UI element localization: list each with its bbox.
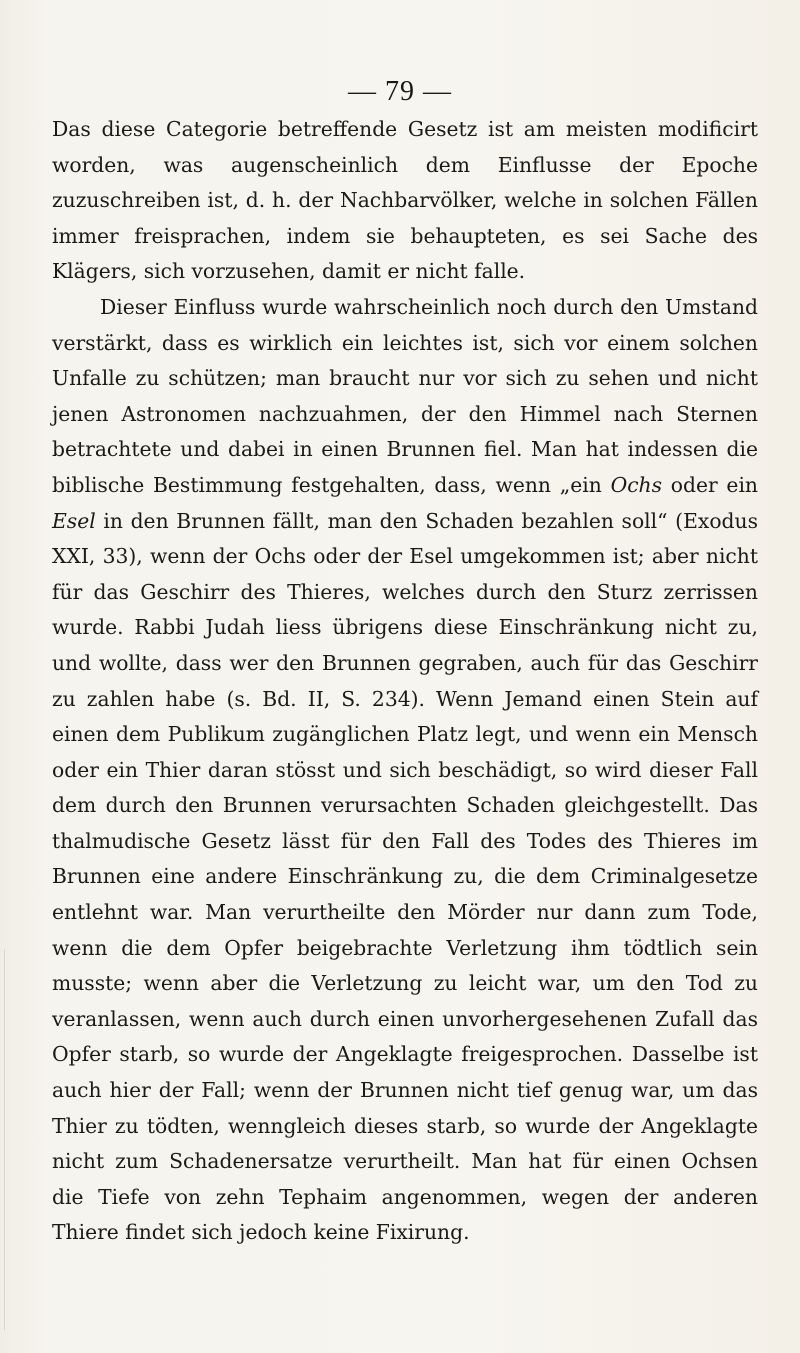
italic-word-esel: Esel (52, 508, 96, 533)
page-number: — 79 — (348, 76, 452, 107)
page-body (52, 112, 758, 1251)
paragraph-2-part-1: Dieser Einfluss wurde wahrscheinlich noch durch den Umstand verstärkt, dass es wirklich ein leichtes ist, sich vor einem solchen Unfalle zu schützen; man braucht nur vor sich zu sehen und nicht jenen Astronomen nachzuahmen, der den Himmel nach Sternen betrachtete und dabei in einen Brunnen fiel. Man hat indessen die biblische Bestimmung festgehalten, dass, wenn „ein (52, 294, 758, 497)
paragraph-2-part-3: in den Brunnen fällt, man den Schaden bezahlen soll“ (Exodus XXI, 33), wenn der Ochs oder der Esel umgekommen ist; aber nicht für das Geschirr des Thieres, welches durch den Sturz zerrissen wurde. Rabbi Judah liess übrigens diese Einschränkung nicht zu, und wollte, dass wer den Brunnen gegraben, auch für das Geschirr zu zahlen habe (s. Bd. II, S. 234). Wenn Jemand einen Stein auf einen dem Publikum zugänglichen Platz legt, und wenn ein Mensch oder ein Thier daran stösst und sich beschädigt, so wird dieser Fall dem durch den Brunnen verursachten Schaden gleichgestellt. Das thalmudische Gesetz lässt für den Fall des Todes des Thieres im Brunnen eine andere Einschränkung zu, die dem Criminalgesetze entlehnt war. Man verurtheilte den Mörder nur dann zum Tode, wenn die dem Opfer beigebrachte Verletzung ihm tödtlich sein musste; wenn aber die Verletzung zu leicht war, um den Tod zu veranlassen, wenn auch durch einen unvorhergesehenen Zufall das Opfer starb, so wurde der Angeklagte freigesprochen. Dasselbe ist auch hier der Fall; wenn der Brunnen nicht tief genug war, um das Thier zu tödten, wenngleich dieses starb, so wurde der Angeklagte nicht zum Schadenersatze verurtheilt. Man hat für einen Ochsen die Tiefe von zehn Tephaim angenommen, wegen der anderen Thiere findet sich jedoch keine Fixirung. (52, 508, 758, 1245)
page-edge-shadow (4, 950, 5, 1330)
paragraph-1: Das diese Categorie betreffende Gesetz ist am meisten modificirt worden, was augenscheinlich dem Einflusse der Epoche zuzuschreiben ist, d. h. der Nachbarvölker, welche in solchen Fällen immer freisprachen, indem sie behaupteten, es sei Sache des Klägers, sich vorzusehen, damit er nicht falle. (52, 117, 758, 284)
italic-word-ochs: Ochs (610, 472, 663, 497)
paragraph-2-part-2: oder ein (662, 472, 758, 497)
paragraph-2 (52, 290, 758, 1251)
